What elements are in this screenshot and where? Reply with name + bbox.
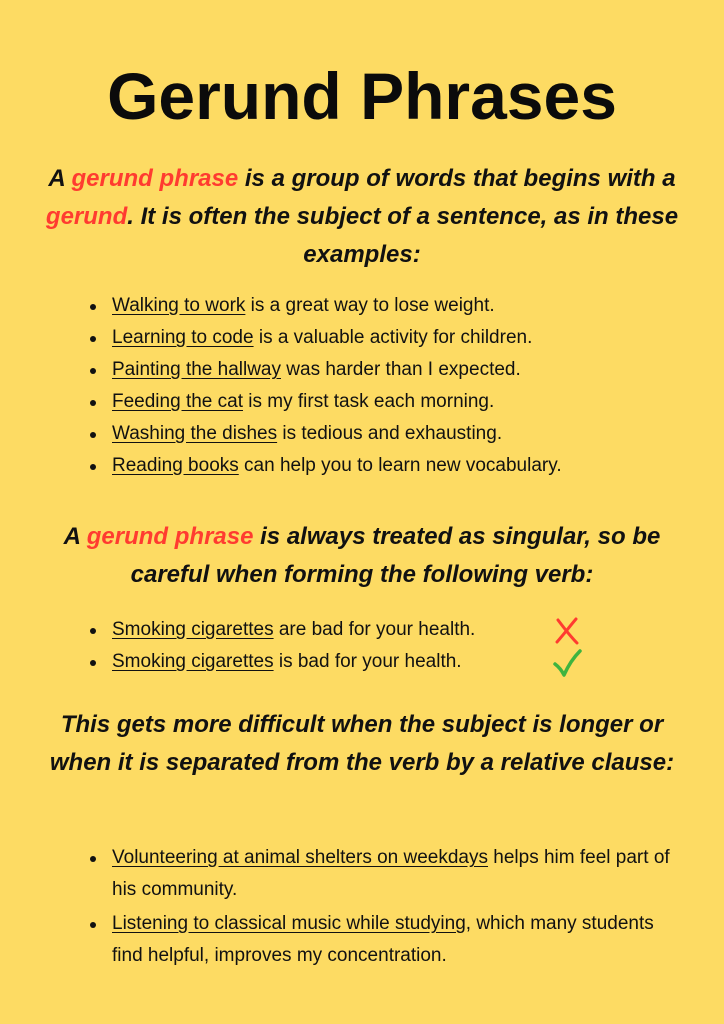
gerund-phrase: Washing the dishes <box>112 423 278 444</box>
sentence-rest: is a valuable activity for children. <box>253 327 533 348</box>
list-item-correct <box>82 646 542 678</box>
cross-icon <box>552 616 582 646</box>
examples-list <box>82 290 682 482</box>
sentence-rest: can help you to learn new vocabulary. <box>238 455 562 476</box>
list-item-incorrect <box>82 614 542 646</box>
sentence-rest: are bad for your health. <box>273 619 476 640</box>
intro-text-2: is a group of words that begins with a <box>238 165 676 192</box>
singular-text-1: A <box>63 523 87 550</box>
gerund-phrase: Listening to classical music while studying <box>112 913 466 934</box>
singular-text-2: is always treated as singular, so be careful when forming the following verb: <box>130 523 661 588</box>
gerund-phrase: Painting the hallway <box>112 359 281 380</box>
intro-highlight-gerund-phrase: gerund phrase <box>71 165 239 192</box>
singular-heading <box>30 518 694 594</box>
sentence-rest: was harder than I expected. <box>281 359 521 380</box>
gerund-phrase: Smoking cigarettes <box>112 619 274 640</box>
check-icon <box>552 648 582 678</box>
sentence-rest: , which many students find helpful, improves my concentration. <box>112 913 654 966</box>
page-title: Gerund Phrases <box>107 59 617 133</box>
intro-highlight-gerund: gerund <box>45 203 128 230</box>
gerund-phrase: Volunteering at animal shelters on weekdays <box>112 847 489 868</box>
sentence-rest: is bad for your health. <box>273 651 462 672</box>
long-examples-list <box>82 842 672 974</box>
list-item <box>82 450 682 482</box>
list-item <box>82 842 672 906</box>
sentence-rest: is tedious and exhausting. <box>277 423 503 444</box>
list-item <box>82 354 682 386</box>
sentence-rest: helps him feel part of his community. <box>112 847 670 900</box>
list-item <box>82 290 682 322</box>
sentence-rest: is my first task each morning. <box>242 391 495 412</box>
list-item <box>82 908 672 972</box>
gerund-phrase: Smoking cigarettes <box>112 651 274 672</box>
intro-text-3: . It is often the subject of a sentence, as in these examples: <box>127 203 679 268</box>
gerund-phrase: Learning to code <box>112 327 254 348</box>
singular-highlight-gerund-phrase: gerund phrase <box>86 523 254 550</box>
agreement-list <box>82 614 542 678</box>
list-item <box>82 322 682 354</box>
list-item <box>82 418 682 450</box>
intro-heading <box>30 160 694 274</box>
sentence-rest: is a great way to lose weight. <box>245 295 495 316</box>
difficult-heading: This gets more difficult when the subject is longer or when it is separated from the verb by a relative clause: <box>49 711 675 776</box>
list-item <box>82 386 682 418</box>
gerund-phrase: Reading books <box>112 455 239 476</box>
intro-text-1: A <box>48 165 72 192</box>
gerund-phrase: Walking to work <box>112 295 246 316</box>
gerund-phrase: Feeding the cat <box>112 391 243 412</box>
